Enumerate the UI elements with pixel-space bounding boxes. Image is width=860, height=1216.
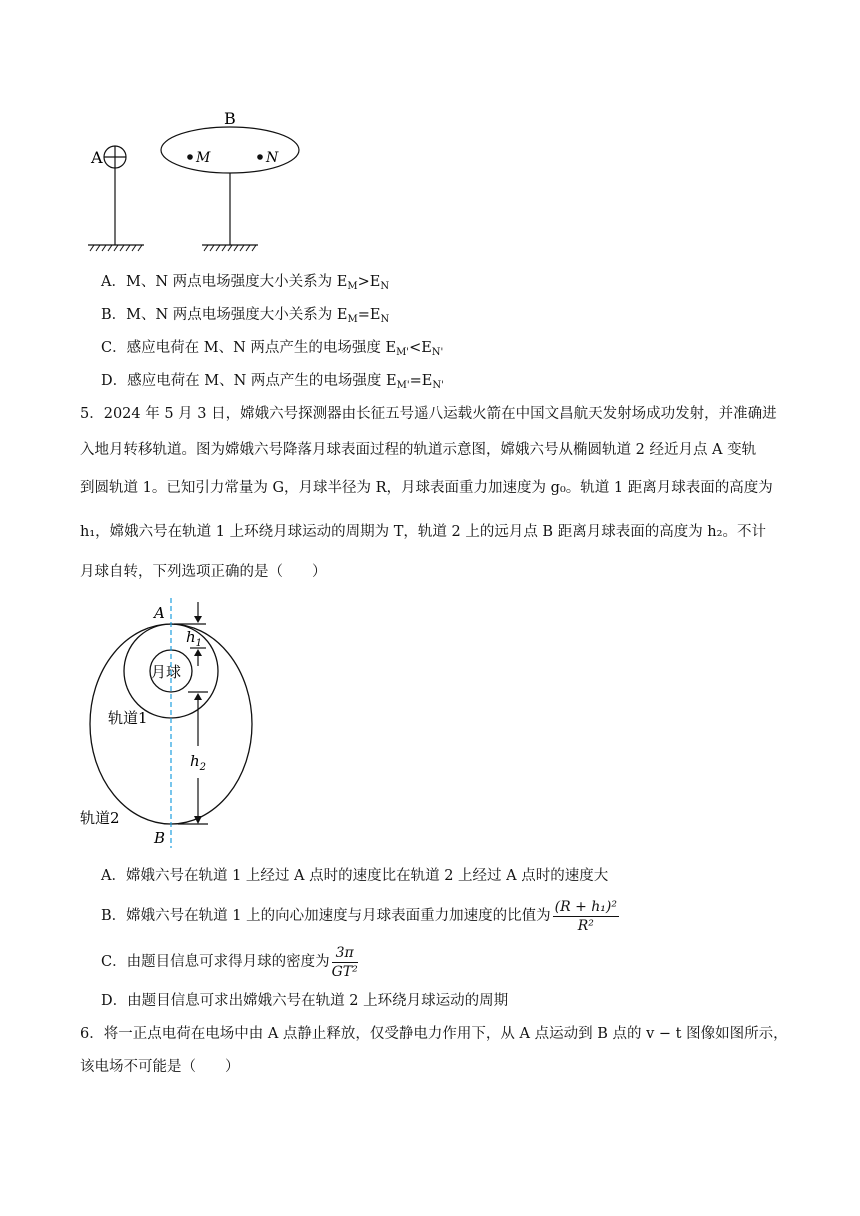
q4-option-d: D．感应电荷在 M、N 两点产生的电场强度 $E_{M'}=E_{N'}$ xyxy=(101,373,444,391)
orbit1-label: 轨道1 xyxy=(108,709,148,727)
q4-option-a: A．M、N 两点电场强度大小关系为 $E_M>E_N$ xyxy=(101,274,390,292)
label-a: A xyxy=(91,148,103,167)
label-b-point: B xyxy=(154,829,166,847)
q6-stem-line2: 该电场不可能是（ ） xyxy=(80,1059,240,1075)
q5-stem-line3: 到圆轨道 1。已知引力常量为 G，月球半径为 R，月球表面重力加速度为 g₀。轨道 1 距离月球表面的高度为 xyxy=(80,480,773,496)
fraction-c: $\frac{3\pi}{\text{GT²}}$ xyxy=(331,944,358,980)
figure-orbits xyxy=(78,598,268,853)
q5-stem-line4: h₁，嫦娥六号在轨道 1 上环绕月球运动的周期为 T，轨道 2 上的远月点 B 距离月球表面的高度为 h₂。不计 xyxy=(80,524,766,540)
h1-label: $h_1$ xyxy=(186,628,203,649)
h2-label: $h_2$ xyxy=(190,752,207,773)
label-a-point: A xyxy=(154,604,165,622)
q5-stem-line5: 月球自转，下列选项正确的是（ ） xyxy=(80,564,327,580)
q5-stem-line2: 入地月转移轨道。图为嫦娥六号降落月球表面过程的轨道示意图，嫦娥六号从椭圆轨道 2 经近月点 A 变轨 xyxy=(80,442,757,458)
q5-option-c: C．由题目信息可求得月球的密度为 $\frac{3\pi}{\text{GT²}}$ xyxy=(101,944,358,980)
q5-option-d: D．由题目信息可求出嫦娥六号在轨道 2 上环绕月球运动的周期 xyxy=(101,993,509,1009)
q5-stem-line1: 5．2024 年 5 月 3 日，嫦娥六号探测器由长征五号遥八运载火箭在中国文昌航天发射场成功发射，并准确进 xyxy=(80,406,777,422)
moon-label: 月球 xyxy=(151,663,182,681)
q5-option-b: B．嫦娥六号在轨道 1 上的向心加速度与月球表面重力加速度的比值为 $\frac{\text{(R + h₁)²}}{\text{R²}}$ xyxy=(101,898,617,934)
label-b: B xyxy=(224,109,236,128)
fraction-b: $\frac{\text{(R + h₁)²}}{\text{R²}}$ xyxy=(554,898,617,934)
figure-charge-conductor xyxy=(80,105,320,255)
q4-option-c: C．感应电荷在 M、N 两点产生的电场强度 $E_{M'}<E_{N'}$ xyxy=(101,340,444,358)
orbit2-label: 轨道2 xyxy=(80,809,120,827)
label-n: N xyxy=(266,150,279,166)
q5-option-a: A．嫦娥六号在轨道 1 上经过 A 点时的速度比在轨道 2 上经过 A 点时的速度大 xyxy=(101,868,609,884)
q4-option-b: B．M、N 两点电场强度大小关系为 $E_M=E_N$ xyxy=(101,307,390,325)
q6-stem-line1: 6．将一正点电荷在电场中由 A 点静止释放，仅受静电力作用下，从 A 点运动到 B 点的 v − t 图像如图所示， xyxy=(80,1026,788,1042)
label-m: M xyxy=(196,150,211,166)
